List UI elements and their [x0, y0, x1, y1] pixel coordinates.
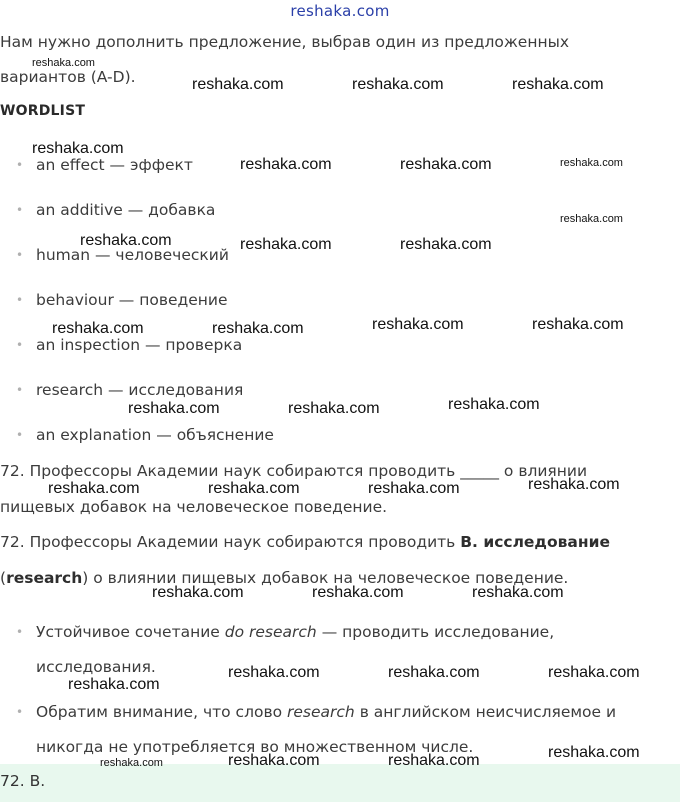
watermark: reshaka.com — [560, 213, 623, 225]
note-italic-term: do research — [224, 623, 317, 641]
intro-line-2: вариантов (A-D). — [0, 68, 136, 86]
watermark: reshaka.com — [548, 664, 640, 681]
watermark: reshaka.com — [288, 400, 380, 417]
note-text: Устойчивое сочетание do research — проводить исследование, — [36, 623, 555, 641]
wordlist-item-text: an inspection — проверка — [36, 336, 243, 354]
bullet-icon: • — [16, 625, 24, 639]
intro-line-1: Нам нужно дополнить предложение, выбрав один из предложенных — [0, 33, 570, 51]
bullet-icon: • — [16, 338, 24, 352]
watermark: reshaka.com — [208, 480, 300, 497]
watermark: reshaka.com — [388, 752, 480, 769]
watermark: reshaka.com — [528, 476, 620, 493]
bullet-icon: • — [16, 383, 24, 397]
note-italic-term: research — [287, 703, 355, 721]
watermark: reshaka.com — [32, 57, 95, 69]
watermark: reshaka.com — [312, 584, 404, 601]
watermark: reshaka.com — [240, 236, 332, 253]
watermark: reshaka.com — [80, 232, 172, 249]
watermark: reshaka.com — [400, 156, 492, 173]
watermark: reshaka.com — [548, 744, 640, 761]
bullet-icon: • — [16, 293, 24, 307]
answer-prefix: 72. Профессоры Академии наук собираются проводить — [0, 533, 461, 551]
watermark: reshaka.com — [400, 236, 492, 253]
wordlist-item-text: human — человеческий — [36, 246, 229, 264]
bullet-icon: • — [16, 428, 24, 442]
watermark: reshaka.com — [228, 664, 320, 681]
bullet-icon: • — [16, 248, 24, 262]
watermark: reshaka.com — [532, 316, 624, 333]
note-text-continued: никогда не употребляется во множественном числе. — [36, 738, 474, 756]
watermark: reshaka.com — [68, 676, 160, 693]
wordlist-item-text: an explanation — объяснение — [36, 426, 274, 444]
watermark: reshaka.com — [560, 157, 623, 169]
question-line-1: 72. Профессоры Академии наук собираются проводить _____ о влиянии — [0, 462, 588, 480]
watermark: reshaka.com — [512, 76, 604, 93]
wordlist-item-text: behaviour — поведение — [36, 291, 228, 309]
wordlist-item-text: an effect — эффект — [36, 156, 193, 174]
answer-rest: ) о влиянии пищевых добавок на человеческое поведение. — [82, 569, 569, 587]
watermark: reshaka.com — [128, 400, 220, 417]
wordlist-item-text: an additive — добавка — [36, 201, 216, 219]
watermark: reshaka.com — [352, 76, 444, 93]
site-header-link[interactable]: reshaka.com — [290, 2, 390, 20]
watermark: reshaka.com — [368, 480, 460, 497]
watermark: reshaka.com — [472, 584, 564, 601]
watermark: reshaka.com — [32, 140, 124, 157]
note-text-continued: исследования. — [36, 658, 156, 676]
question-line-2: пищевых добавок на человеческое поведение. — [0, 498, 388, 516]
watermark: reshaka.com — [240, 156, 332, 173]
watermark: reshaka.com — [228, 752, 320, 769]
watermark: reshaka.com — [448, 396, 540, 413]
final-answer-bar — [0, 764, 680, 802]
bullet-icon: • — [16, 203, 24, 217]
answer-english-word: research — [6, 569, 83, 587]
watermark: reshaka.com — [48, 480, 140, 497]
answer-line-1 — [0, 532, 610, 552]
wordlist-item-text: research — исследования — [36, 381, 244, 399]
answer-open-paren: ( — [0, 569, 7, 587]
watermark: reshaka.com — [388, 664, 480, 681]
note-text: Обратим внимание, что слово research в английском неисчисляемое и — [36, 703, 617, 721]
bullet-icon: • — [16, 705, 24, 719]
watermark: reshaka.com — [152, 584, 244, 601]
watermark: reshaka.com — [212, 320, 304, 337]
bullet-icon: • — [16, 158, 24, 172]
watermark: reshaka.com — [100, 757, 163, 769]
answer-choice: B. исследование — [460, 533, 610, 551]
wordlist-heading: WORDLIST — [0, 103, 86, 119]
watermark: reshaka.com — [192, 76, 284, 93]
watermark: reshaka.com — [372, 316, 464, 333]
watermark: reshaka.com — [52, 320, 144, 337]
final-answer: 72. B. — [0, 772, 46, 790]
